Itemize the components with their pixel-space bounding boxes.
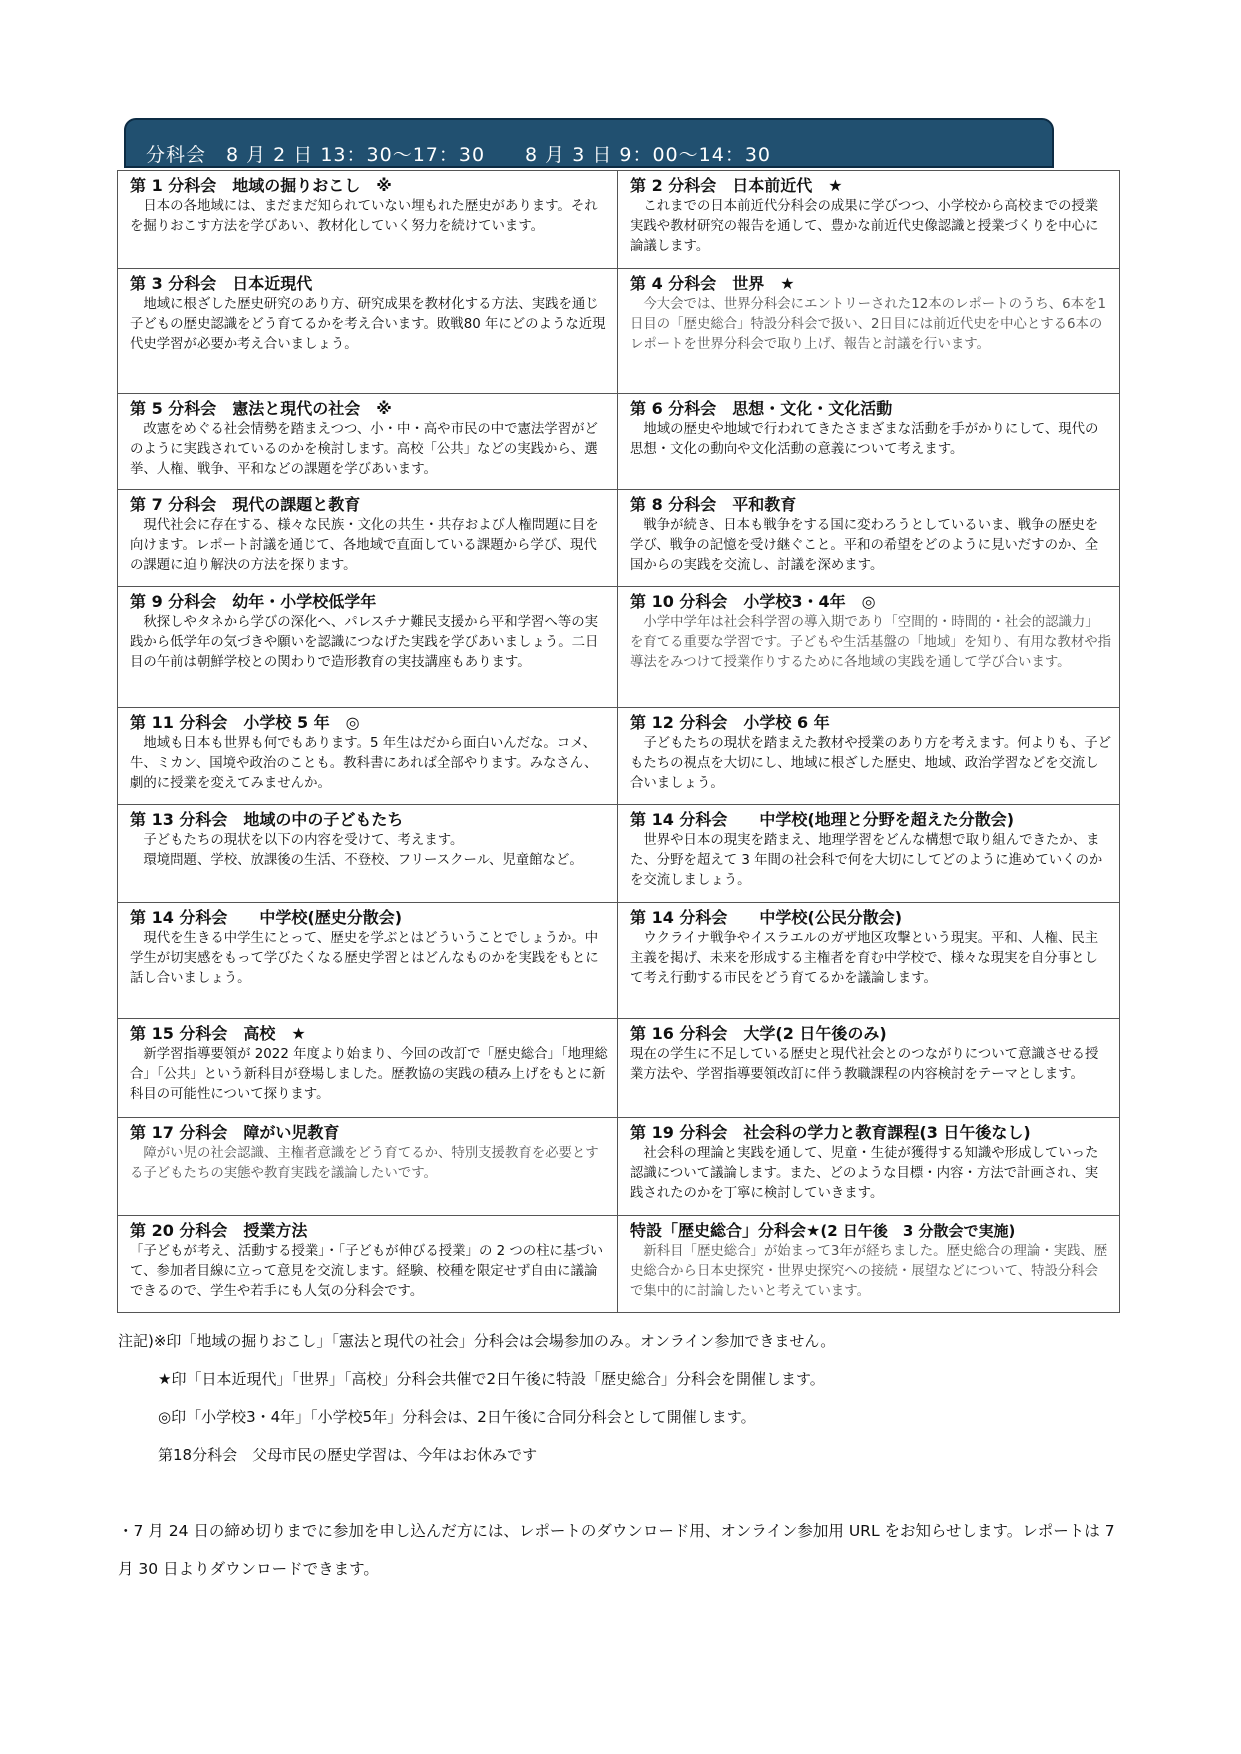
session-description: 小学中学年は社会科学習の導入期であり「空間的・時間的・社会的認識力」を育てる重要な学習です。子どもや生活基盤の「地域」を知り、有用な教材や指導法をみつけて授業作りするために各地域の実践を通して学び合います。 [630,615,1111,670]
note-line: 第18分科会 父母市民の歴史学習は、今年はお休みです [158,1446,538,1464]
session-description: 新科目「歴史総合」が始まって3年が経ちました。歴史総合の理論・実践、歴史総合から日本史探究・世界史探究への接続・展望などについて、特設分科会で集中的に討論したいと考えています。 [630,1244,1108,1299]
session-description: 子どもたちの現状を以下の内容を受けて、考えます。 [143,833,464,848]
session-title: 第 17 分科会 障がい児教育 [130,1123,340,1142]
session-title: 第 8 分科会 平和教育 [630,495,797,514]
session-cell [118,1216,618,1313]
session-title: 第 16 分科会 大学(2 日午後のみ) [630,1024,887,1043]
table-row [118,394,1120,490]
session-description: 現在の学生に不足している歴史と現代社会とのつながりについて意識させる授業方法や、学習指導要領改訂に伴う教職課程の内容検討をテーマとします。 [630,1047,1099,1082]
schedule-text: 分科会 8 月 2 日 13：30～17：30 8 月 3 日 9：00～14：30 [146,144,771,166]
session-description: 地域も日本も世界も何でもあります。5 年生はだから面白いんだな。コメ、牛、ミカン、国境や政治のことも。教科書にあれば全部やります。みなさん、劇的に授業を変えてみませんか。 [130,736,598,791]
session-cell [618,1118,1120,1216]
table-row [118,1019,1120,1118]
session-cell [118,903,618,1019]
session-description: 「子どもが考え、活動する授業」・「子どもが伸びる授業」の 2 つの柱に基づいて、参加者目線に立って意見を交流します。経験、校種を限定せず自由に議論できるので、学生や若手にも人気の分科会です。 [130,1244,604,1299]
session-title: 第 10 分科会 小学校3・4年 ◎ [630,592,876,611]
table-row [118,1118,1120,1216]
session-title: 第 14 分科会 中学校(公民分散会) [630,908,903,927]
session-title: 第 11 分科会 小学校 5 年 ◎ [130,713,360,732]
session-description: 改憲をめぐる社会情勢を踏まえつつ、小・中・高や市民の中で憲法学習がどのように実践されているのかを検討します。高校「公共」などの実践から、選挙、人権、戦争、平和などの課題を学びあいます。 [130,422,598,477]
session-title: 第 19 分科会 社会科の学力と教育課程(3 日午後なし) [630,1123,1031,1142]
session-description-extra: 環境問題、学校、放課後の生活、不登校、フリースクール、児童館など。 [143,853,583,868]
session-description: ウクライナ戦争やイスラエルのガザ地区攻撃という現実。平和、人権、民主主義を掲げ、未来を形成する主権者を育む中学校で、様々な現実を自分事として考え行動する市民をどう育てるかを議論します。 [630,931,1099,986]
session-description: 世界や日本の現実を踏まえ、地理学習をどんな構想で取り組んできたか、また、分野を超えて 3 年間の社会科で何を大切にしてどのように進めていくのかを交流しましょう。 [630,833,1103,888]
session-cell [618,587,1120,708]
session-description: 秋探しやタネから学びの深化へ、パレスチナ難民支援から平和学習へ等の実践から低学年の気づきや願いを認識につなげた実践を学びあいましょう。二日目の午前は朝鮮学校との関わりで造形教育の実技講座もあります。 [130,615,599,670]
session-cell [118,805,618,903]
session-title: 第 15 分科会 高校 ★ [130,1024,306,1043]
session-title: 第 1 分科会 地域の掘りおこし ※ [130,176,392,195]
session-title: 第 9 分科会 幼年・小学校低学年 [130,592,377,611]
session-cell [118,1019,618,1118]
session-cell [618,708,1120,805]
session-cell [618,394,1120,490]
registration-info: ・7 月 24 日の締め切りまでに参加を申し込んだ方には、レポートのダウンロード用、オンライン参加用 URL をお知らせします。レポートは 7 月 30 日よりダウンロードできます。 [118,1522,1115,1578]
session-cell [618,1019,1120,1118]
session-cell [618,903,1120,1019]
session-description: 戦争が続き、日本も戦争をする国に変わろうとしているいま、戦争の歴史を学び、戦争の記憶を受け継ぐこと。平和の希望をどのように見いだすのか、全国からの実践を交流し、討議を深めます。 [630,518,1099,573]
session-description: 地域に根ざした歴史研究のあり方、研究成果を教材化する方法、実践を通じ子どもの歴史認識をどう育てるかを考え合います。敗戦80 年にどのような近現代史学習が必要か考え合いましょう。 [130,297,606,352]
session-cell [118,171,618,269]
table-row [118,490,1120,587]
session-description: 現代社会に存在する、様々な民族・文化の共生・共存および人権問題に目を向けます。レポート討議を通じて、各地域で直面している課題から学び、現代の課題に迫り解決の方法を探ります。 [130,518,599,573]
note-line: 注記)※印「地域の掘りおこし」「憲法と現代の社会」分科会は会場参加のみ。オンライン参加できません。 [118,1332,836,1350]
table-row [118,171,1120,269]
session-description: 現代を生きる中学生にとって、歴史を学ぶとはどういうことでしょうか。中学生が切実感をもって学びたくなる歴史学習とはどんなものかを実践をもとに話し合いましょう。 [130,931,599,986]
session-title: 第 13 分科会 地域の中の子どもたち [130,810,404,829]
session-description: 子どもたちの現状を踏まえた教材や授業のあり方を考えます。何よりも、子どもたちの視点を大切にし、地域に根ざした歴史、地域、政治学習などを交流し合いましょう。 [630,736,1111,791]
session-cell [118,1118,618,1216]
session-title: 第 5 分科会 憲法と現代の社会 ※ [130,399,392,418]
session-title: 特設「歴史総合」分科会★ [630,1221,821,1240]
table-row [118,587,1120,708]
schedule-banner [124,118,1054,168]
table-row [118,1216,1120,1313]
session-description: これまでの日本前近代分科会の成果に学びつつ、小学校から高校までの授業実践や教材研究の報告を通して、豊かな前近代史像認識と授業づくりを中心に論議します。 [630,199,1099,254]
session-title-row [630,1220,1111,1242]
session-cell [118,490,618,587]
note-line: ★印「日本近現代」「世界」「高校」分科会共催で2日午後に特設「歴史総合」分科会を開催します。 [158,1370,825,1388]
session-description: 今大会では、世界分科会にエントリーされた12本のレポートのうち、6本を1日目の「歴史総合」特設分科会で扱い、2日目には前近代史を中心とする6本のレポートを世界分科会で取り上げ、報告と討議を行います。 [630,297,1106,352]
session-title: 第 4 分科会 世界 ★ [630,274,795,293]
session-cell [618,1216,1120,1313]
table-row [118,805,1120,903]
session-title: 第 7 分科会 現代の課題と教育 [130,495,361,514]
session-table [117,170,1120,1313]
session-title-sub: (2 日午後 3 分散会で実施) [820,1222,1016,1240]
session-description: 障がい児の社会認識、主権者意識をどう育てるか、特別支援教育を必要とする子どもたちの実態や教育実践を議論したいです。 [130,1146,599,1181]
session-title: 第 3 分科会 日本近現代 [130,274,313,293]
table-row [118,269,1120,394]
session-cell [618,269,1120,394]
session-description: 日本の各地域には、まだまだ知られていない埋もれた歴史があります。それを掘りおこす方法を学びあい、教材化していく努力を続けています。 [130,199,598,234]
session-cell [618,171,1120,269]
session-cell [118,394,618,490]
session-cell [118,708,618,805]
session-cell [118,269,618,394]
session-description: 新学習指導要領が 2022 年度より始まり、今回の改訂で「歴史総合」「地理総合」「公共」という新科目が登場しました。歴教協の実践の積み上げをもとに新科目の可能性について探ります。 [130,1047,608,1102]
session-description: 地域の歴史や地域で行われてきたさまざまな活動を手がかりにして、現代の思想・文化の動向や文化活動の意義について考えます。 [630,422,1099,457]
session-cell [618,805,1120,903]
table-row [118,903,1120,1019]
table-row [118,708,1120,805]
session-title: 第 14 分科会 中学校(地理と分野を超えた分散会) [630,810,1015,829]
session-description: 社会科の理論と実践を通して、児童・生徒が獲得する知識や形成していった認識について議論します。また、どのような目標・内容・方法で計画され、実践されたのかを丁寧に検討していきます。 [630,1146,1099,1201]
session-title: 第 2 分科会 日本前近代 ★ [630,176,843,195]
session-cell [118,587,618,708]
session-title: 第 14 分科会 中学校(歴史分散会) [130,908,403,927]
session-title: 第 20 分科会 授業方法 [130,1221,308,1240]
session-title: 第 6 分科会 思想・文化・文化活動 [630,399,893,418]
session-title: 第 12 分科会 小学校 6 年 [630,713,830,732]
note-line: ◎印「小学校3・4年」「小学校5年」分科会は、2日午後に合同分科会として開催します。 [158,1408,756,1426]
session-cell [618,490,1120,587]
